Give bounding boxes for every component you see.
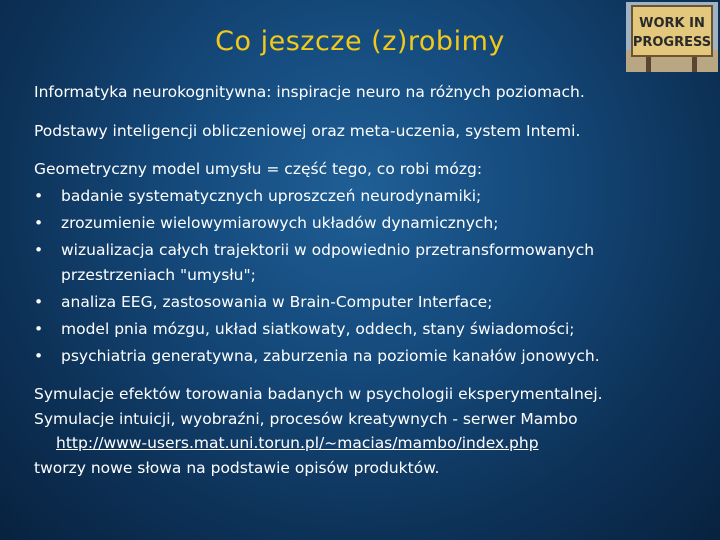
slide-body (34, 80, 694, 480)
work-in-progress-sign-image (626, 2, 718, 72)
mambo-link-line (34, 431, 694, 456)
bullet-dot: • (34, 346, 44, 365)
paragraph-foundations: Podstawy inteligencji obliczeniowej oraz meta-uczenia, system Intemi. (34, 121, 581, 140)
bullet-text: wizualizacja całych trajektorii w odpowiednio przetransformowanych przestrzeniach "umysłu"; (61, 241, 595, 284)
slide-title: Co jeszcze (z)robimy (215, 26, 505, 57)
bullet-dot: • (34, 241, 44, 259)
bullet-text: badanie systematycznych uproszczeń neurodynamiki; (61, 187, 482, 205)
bullet-dot: • (34, 214, 44, 232)
bullet-text: analiza EEG, zastosowania w Brain-Computer Interface; (61, 292, 493, 311)
bullet-text: zrozumienie wielowymiarowych układów dynamicznych; (61, 214, 499, 232)
bullet-item (34, 184, 694, 209)
bullet-item (34, 290, 694, 315)
bullet-item (34, 211, 694, 236)
bullet-dot: • (34, 187, 44, 205)
bullet-item (34, 238, 694, 287)
sign-text-line2: PROGRESS (632, 35, 712, 50)
sign-text-line1: WORK IN (639, 16, 705, 31)
bullet-dot: • (34, 292, 44, 311)
bullet-item (34, 344, 694, 369)
paragraph-neurocognitive: Informatyka neurokognitywna: inspiracje neuro na różnych poziomach. (34, 83, 585, 101)
bullet-text: psychiatria generatywna, zaburzenia na poziomie kanałów jonowych. (61, 346, 600, 365)
paragraph-priming-simulation: Symulacje efektów torowania badanych w psychologii eksperymentalnej. (34, 385, 603, 403)
paragraph-new-words: tworzy nowe słowa na podstawie opisów produktów. (34, 458, 440, 477)
bullet-dot: • (34, 319, 44, 338)
bullet-text: model pnia mózgu, układ siatkowaty, oddech, stany świadomości; (61, 319, 575, 338)
mambo-server-link[interactable]: http://www-users.mat.uni.torun.pl/~macias/mambo/index.php (56, 434, 539, 452)
paragraph-intuition-simulation: Symulacje intuicji, wyobraźni, procesów kreatywnych - serwer Mambo (34, 409, 578, 428)
paragraph-geometric-model: Geometryczny model umysłu = część tego, co robi mózg: (34, 160, 483, 178)
bullet-item (34, 317, 694, 342)
